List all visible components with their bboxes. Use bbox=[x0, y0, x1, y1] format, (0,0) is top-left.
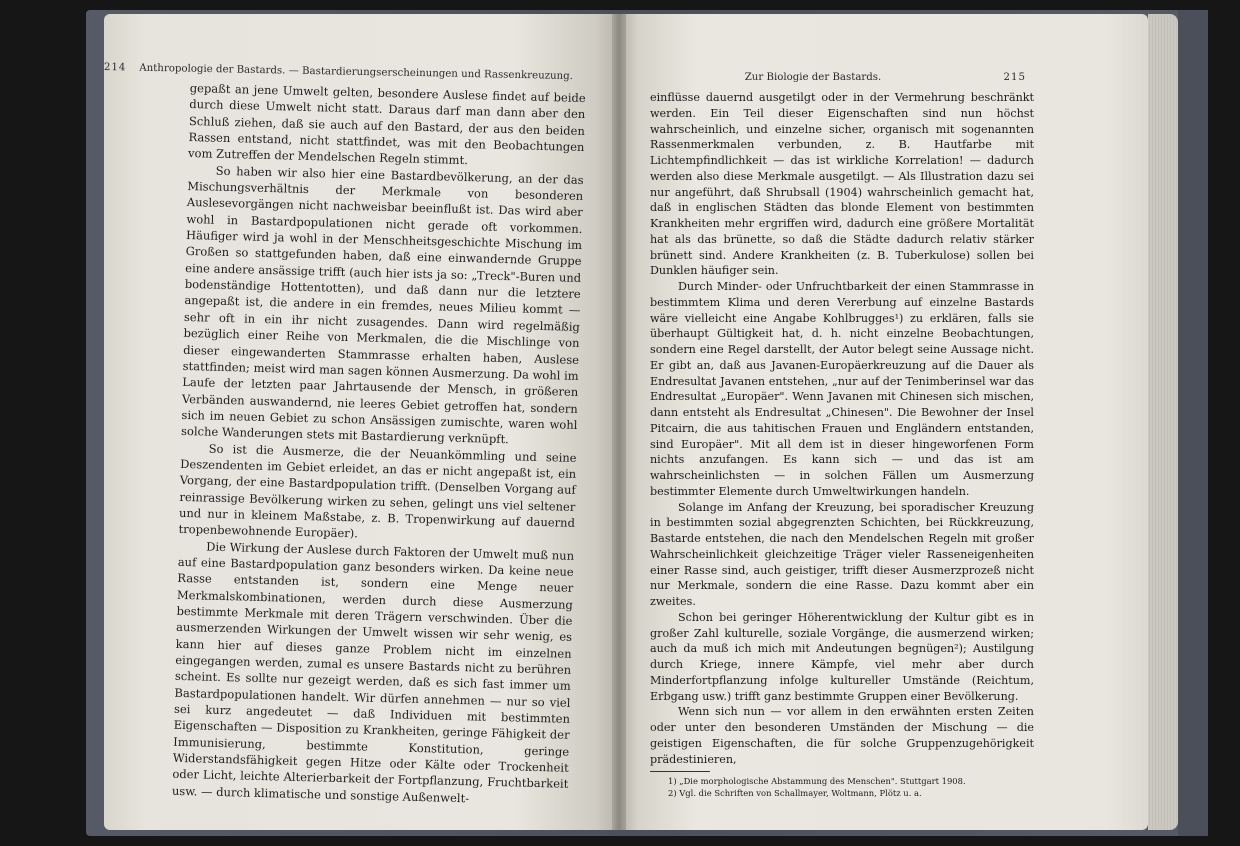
left-paragraph: Die Wirkung der Auslese durch Faktoren der Umwelt muß nun auf eine Bastardpopulation ganz besonders wirken. Da keine neue Rasse entstanden ist, sondern eine Menge neuer Merkmalskombinationen, werden durch diese Ausmerzung bestimmte Merkmale mit deren Trägern verschwinden. Über die ausmerzenden Wirkungen der Umwelt wissen wir sehr wenig, es kann hier auf dieses ganze Problem nicht im einzelnen eingegangen werden, zumal es unsere Bastards nicht zu berühren scheint. Es sollte nur gezeigt werden, daß es sich fast immer um Bastardpopulationen handelt. Wir dürfen annehmen — nur so viel sei kurz angedeutet — daß Individuen mit bestimmten Eigenschaften — Disposition zu Krankheiten, geringe Fähigkeit der Immunisierung, bestimmte Konstitution, geringe Widerstandsfähigkeit gegen Hitze oder Kälte oder Trockenheit oder Licht, leichte Alterierbarkeit der Fortpflanzung, Fruchtbarkeit usw. — durch klimatische und sonstige Außenwelt- bbox=[171, 539, 575, 806]
left-page-body bbox=[172, 80, 586, 809]
page-edges bbox=[1148, 14, 1178, 830]
right-page-number: 215 bbox=[1003, 72, 1026, 83]
book-gutter bbox=[612, 14, 626, 830]
right-paragraph: Wenn sich nun — vor allem in den erwähnten ersten Zeiten oder unter den besonderen Umständen der Mischung — die geistigen Eigenschaften, die für solche Gruppenzugehörigkeit prädestinieren, bbox=[650, 705, 1034, 766]
right-paragraph: Durch Minder- oder Unfruchtbarkeit der einen Stammrasse in bestimmtem Klima und deren Vererbung auf einzelne Bastards wäre vielleicht eine Angabe Kohlbrugges¹) zu erklären, falls sie überhaupt Gültigkeit hat, d. h. nicht einzelne Beobachtungen, sondern eine Regel darstellt, der Autor belegt seine Aussage nicht. Er gibt an, daß aus Javanen-Europäerkreuzung auf die Dauer als Endresultat Javanen entstehen, „nur auf der Tenimberinsel war das Endresultat „Europäer". Wenn Javanen mit Chinesen sich mischen, dann entsteht als Endresultat „Chinesen". Die Bewohner der Insel Pitcairn, die aus tahitischen Frauen und Engländern entstanden, sind Europäer". Mit all dem ist in dieser hingeworfenen Form nichts anzufangen. Es kann sich — und das ist am wahrscheinlichsten — in solchen Fällen um Ausmerzung bestimmter Elemente durch Umweltwirkungen handeln. bbox=[650, 280, 1034, 498]
right-page-body bbox=[650, 90, 1034, 799]
right-paragraph: Solange im Anfang der Kreuzung, bei sporadischer Kreuzung in bestimmten sozial abgegrenzten Schichten, bei Rückkreuzung, Bastarde entstehen, die nach den Mendelschen Regeln mit großer Wahrscheinlichkeit gleichzeitige Träger vieler Rasseneigenheiten einer Rasse sind, auch geistiger, trifft dieser Ausmerzprozeß nicht nur Merkmale, sondern die eine Rasse. Dazu kommt aber ein zweites. bbox=[650, 500, 1034, 608]
footnote: 1) „Die morphologische Abstammung des Menschen". Stuttgart 1908. bbox=[668, 776, 966, 787]
footnote: 2) Vgl. die Schriften von Schallmayer, Woltmann, Plötz u. a. bbox=[668, 788, 922, 799]
right-paragraph: Schon bei geringer Höherentwicklung der Kultur gibt es in großer Zahl kulturelle, soziale Vorgänge, die ausmerzend wirken; auch da muß ich mich mit Andeutungen begnügen²); Austilgung durch Kriege, innere Kämpfe, viel mehr aber durch Minderfortpflanzung infolge kultureller Umstände (Reichtum, Erbgang usw.) trifft ganz bestimmte Gruppen einer Bevölkerung. bbox=[650, 610, 1034, 703]
cover-edge bbox=[1178, 10, 1208, 836]
footnote-rule bbox=[650, 771, 710, 772]
left-paragraph: gepaßt an jene Umwelt gelten, besondere Auslese findet auf beide durch diese Umwelt nicht statt. Daraus darf man dann aber den Schluß ziehen, daß sie auch auf den Bastard, der aus den beiden Rassen entstand, nicht stattfindet, was mit den Beobachtungen vom Zutreffen der Mendelschen Regeln stimmt. bbox=[187, 80, 586, 168]
left-paragraph: So haben wir also hier eine Bastardbevölkerung, an der das Mischungsverhältnis der Merkmale von besonderen Auslesevorgängen nicht nachweisbar beeinflußt ist. Das wird aber wohl in Bastardpopulationen nicht gerade oft vorkommen. Häufiger wird ja wohl in der Menschheitsgeschichte Mischung im Großen so stattgefunden haben, daß eine einwandernde Gruppe eine andere ansässige trifft (auch hier ists ja so: „Treck"-Buren und bodenständige Hottentotten), und daß dann nur die letztere angepaßt ist, die andere in ein fremdes, neues Milieu kommt — sehr oft in ein ihr nicht zusagendes. Dann wird regelmäßig bezüglich einer Reihe von Merkmalen, die die Mischlinge von dieser eingewanderten Stammrasse erhalten haben, Auslese stattfinden; meist wird man sagen können Ausmerzung. Da wohl im Laufe der letzten paar Jahrtausende der Mensch, in größeren Verbänden auswandernd, nie leeres Gebiet getroffen hat, sondern sich im neuen Gebiet zu schon Ansässigen zumischte, waren wohl solche Wanderungen stets mit Bastardierung verknüpft. bbox=[180, 163, 584, 447]
left-running-title: Anthropologie der Bastards. — Bastardierungserscheinungen und Rassenkreuzung. bbox=[139, 62, 574, 83]
left-page-number: 214 bbox=[103, 62, 127, 74]
right-running-title: Zur Biologie der Bastards. bbox=[744, 72, 882, 83]
right-running-head bbox=[648, 72, 1026, 83]
right-paragraph: einflüsse dauernd ausgetilgt oder in der Vermehrung beschränkt werden. Ein Teil dieser Eigenschaften sind nun höchst wahrscheinlich, und einzelne sicher, organisch mit sogenannten Rassenmerkmalen verbunden, z. B. Hautfarbe mit Lichtempfindlichkeit — das ist wirkliche Korrelation! — dadurch werden also diese Merkmale ausgetilgt. — Als Illustration dazu sei nur angeführt, daß Shrubsall (1904) wahrscheinlich gemacht hat, daß in englischen Städten das blonde Element von bestimmten Krankheiten mehr ergriffen wird, dadurch eine größere Mortalität hat als das brünette, so daß die Städte dadurch relativ stärker brünett sind. Andere Krankheiten (z. B. Tuberkulose) sollen bei Dunklen häufiger sein. bbox=[650, 91, 1034, 278]
left-paragraph: So ist die Ausmerze, die der Neuankömmling und seine Deszendenten im Gebiet erleidet, an das er nicht angepaßt ist, ein Vorgang, der eine Bastardpopulation trifft. (Denselben Vorgang auf reinrassige Bevölkerung wirken zu sehen, gelingt uns viel seltener und nur in kleinem Maßstabe, z. B. Tropenwirkung auf dauernd tropenbewohnende Europäer). bbox=[178, 441, 577, 541]
